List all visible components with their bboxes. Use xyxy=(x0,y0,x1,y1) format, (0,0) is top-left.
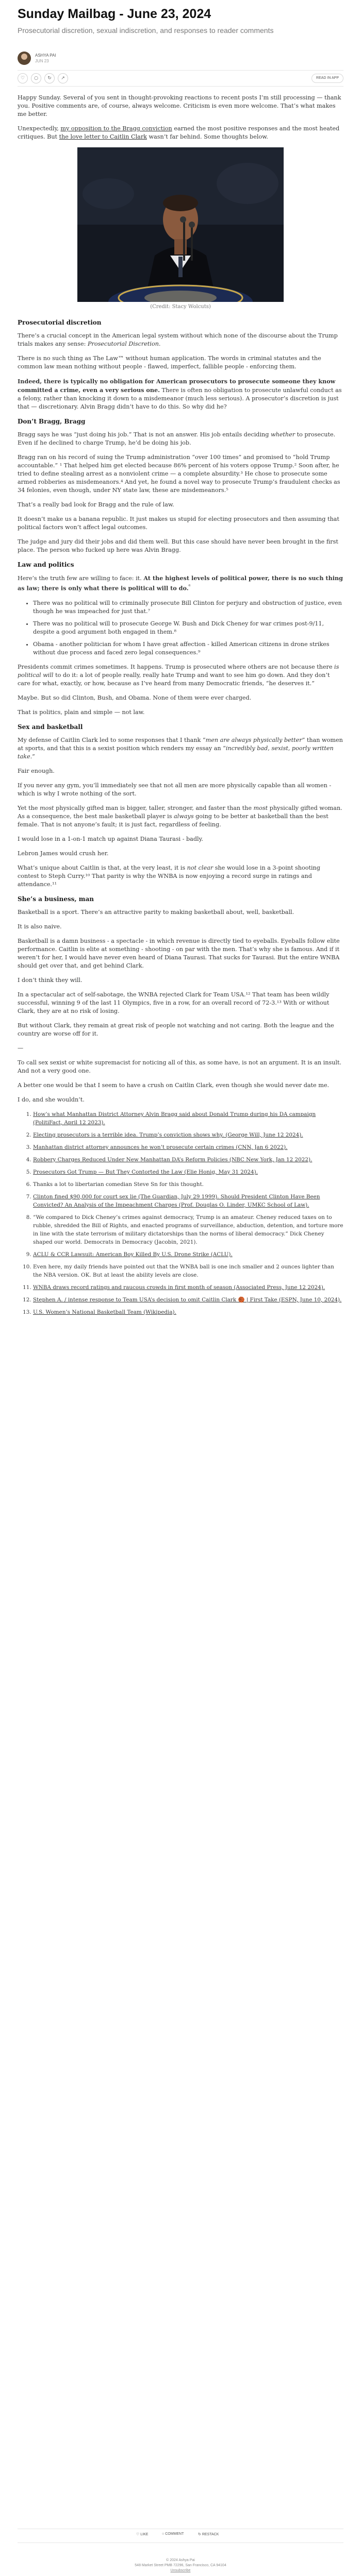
text: What’s unique about Caitlin is that, at the very least, it is xyxy=(18,864,187,871)
emphasis: incredibly bad, sexist, poorly written take xyxy=(18,744,334,760)
byline-meta xyxy=(35,53,56,64)
paragraph xyxy=(18,736,343,761)
footer-comment-button[interactable] xyxy=(162,2532,184,2536)
emphasis: most xyxy=(253,804,268,811)
paragraph: Basketball is a sport. There’s an attractive parity to making basketball about, well, basketball. xyxy=(18,908,294,916)
footnote-link[interactable]: Clinton fined $90,000 for court sex lie (The Guardian, July 29 1999). Should President Clinton Have Been Convicted? An Analysis of the Impeachment Charges (Prof. Douglas O. Linder, UMKC School of Law). xyxy=(33,1193,320,1208)
unsubscribe-link[interactable]: Unsubscribe xyxy=(170,2569,191,2572)
restack-icon: ↻ xyxy=(198,2533,201,2536)
text: going to be better at basketball than the best female. That is not anyone’s fault; it is just fact, regardless of feeling. xyxy=(18,812,329,828)
text: . xyxy=(158,341,161,347)
text: My defense of Caitlin Clark led to some responses that I thank “ xyxy=(18,736,206,743)
bullet-list xyxy=(18,599,343,657)
footnote xyxy=(33,1250,343,1259)
divider-dash: — xyxy=(18,1044,24,1052)
emphasis: whether xyxy=(270,431,296,438)
section-heading: Don’t Bragg, Bragg xyxy=(18,418,86,425)
paragraph: That is politics, plain and simple — not law. xyxy=(18,708,145,716)
paragraph: Basketball is a damn business - a spectacle - in which revenue is directly tied to eyeballs. Eyeballs follow elite performance. Caitlin is elite at something - shooting - on par with the men. That’s why she is famous. And if it weren’t for her, I would have never even heard of Diana Taurasi. That sucks for Taurasi. But the entire WNBA should get over that, and get behind Clark. xyxy=(18,937,340,969)
legal-footer xyxy=(18,2558,343,2573)
footer-restack-button[interactable] xyxy=(198,2532,219,2536)
footnote xyxy=(33,1131,343,1139)
footnote xyxy=(33,1193,343,1209)
text: There’s a crucial concept in the American legal system without which none of the discourse about the Trump trials makes any sense: xyxy=(18,332,338,347)
footnote xyxy=(33,1156,343,1164)
footnote: 8. “We compared to Dick Cheney’s crimes against democracy, Trump is an amateur. Cheney reduced taxes on to rubble, shredded the Bill of Rights, and enacted programs of surveillance, abduction, detention, and torture more in line with the state terrorism of military dictatorships than the norms of liberal democracy.” Dick Cheney shaped our world. Democrats in Democracy (Jacobin, 2021). xyxy=(33,1213,343,1246)
comment-label: COMMENT xyxy=(165,2532,184,2536)
text: Bragg says he was “just doing his job.” That is not an answer. His job entails deciding xyxy=(18,431,271,438)
list-item: • There was no political will to criminally prosecute Bill Clinton for perjury and obstruction of justice, even though he was impeached for just that.⁷ xyxy=(33,599,343,616)
footnote-link[interactable]: ACLU & CCR Lawsuit: American Boy Killed By U.S. Drone Strike (ACLU). xyxy=(33,1251,233,1258)
paragraph: Bragg ran on his record of suing the Trump administration “over 100 times” and promised to “hold Trump accountable.” ¹ That helped him get elected because 86% percent of his voters oppose Trump.² Soon after, he tried to define stealing arrest as a nonviolent crime — a complete absurdity.³ He chose to prosecute some armed robberies as misdemeanors.⁴ And yet, he found a novel way to prosecute Trump’s fraudulent checks as 34 felonies, even though, under NY state law, these are misdemeanors.⁵ xyxy=(18,454,340,494)
paragraph: To call sex sexist or white supremacist for noticing all of this, as some have, is not an argument. It is an insult. And not a very good one. xyxy=(18,1059,341,1074)
section-heading: She’s a business, man xyxy=(18,895,94,903)
footnote-link[interactable]: How’s what Manhattan District Attorney Alvin Bragg said about Donald Trump during his DA campaign (PolitiFact, April 12 2023). xyxy=(33,1111,316,1126)
section-heading: Law and politics xyxy=(18,561,74,568)
comment-icon[interactable]: ○ xyxy=(31,73,41,83)
section-heading: Sex and basketball xyxy=(18,723,83,731)
footnote xyxy=(33,1296,343,1304)
like-label: LIKE xyxy=(140,2533,149,2536)
paragraph xyxy=(18,574,343,593)
paragraph: There is no such thing as The Law™ without human application. The words in criminal statutes and the common law mean nothing without people - flawed, imperfect, fallible people - enforcing them. xyxy=(18,355,321,370)
text: .” xyxy=(30,753,35,760)
emphasis: men are always physically better xyxy=(205,736,302,743)
section-heading: Prosecutorial discretion xyxy=(18,319,102,326)
post-body xyxy=(18,94,343,1323)
footnote: 6. Thanks a lot to libertarian comedian Steve Sn for this thought. xyxy=(33,1180,343,1189)
bold-text: Indeed, there is typically no obligation for American prosecutors to prosecute someone they know committed a crime, even a very serious one. xyxy=(18,378,336,394)
share-icon[interactable]: ↗ xyxy=(58,73,68,83)
author-name[interactable]: ASHYA PAI xyxy=(35,53,56,58)
footnote-link[interactable]: WNBA draws record ratings and raucous crowds in first month of season (Associated Press, June 12 2024). xyxy=(33,1284,325,1291)
action-bar xyxy=(18,70,343,87)
footnote-ref[interactable]: ⁶ xyxy=(188,584,191,589)
paragraph: A better one would be that I seem to have a crush on Caitlin Clark, even though she would never date me. xyxy=(18,1081,330,1089)
heart-icon: ♡ xyxy=(136,2533,140,2536)
footnote xyxy=(33,1143,343,1151)
post-date: JUN 23 xyxy=(35,59,49,63)
clark-link[interactable]: the love letter to Caitlin Clark xyxy=(59,133,147,140)
restack-label: RESTACK xyxy=(202,2533,219,2536)
bragg-link[interactable]: my opposition to the Bragg conviction xyxy=(60,125,172,132)
footer-like-button[interactable] xyxy=(136,2532,148,2536)
paragraph: I don’t think they will. xyxy=(18,976,83,984)
emphasis: not clear xyxy=(187,864,214,871)
footnote xyxy=(33,1168,343,1176)
paragraph: It is also naive. xyxy=(18,923,62,930)
footnote-link[interactable]: Electing prosecutors is a terrible idea. Trump’s conviction shows why. (George Will, June 12 2024). xyxy=(33,1131,303,1138)
text: ” than women at sports, and that this is a sexist position which renders my essay an “ xyxy=(18,736,343,752)
text: Here’s the truth few are willing to face: it. xyxy=(18,575,144,582)
paragraph xyxy=(18,804,343,829)
paragraph xyxy=(18,377,343,411)
paragraph: But without Clark, they remain at great risk of people not watching and not caring. Both the league and the country are worse off for it. xyxy=(18,1022,334,1037)
text: earned the most positive responses and the most heated critiques. But xyxy=(18,125,340,140)
footnote-link[interactable]: Robbery Charges Reduced Under New Manhattan DA’s Reform Policies (NBC New York, Jan 12 2022). xyxy=(33,1156,313,1163)
paragraph: Maybe. But so did Clinton, Bush, and Obama. None of them were ever charged. xyxy=(18,694,252,701)
paragraph xyxy=(18,125,343,141)
image-caption: (Credit: Stacy Wolcuts) xyxy=(150,304,211,310)
paragraph: That’s a really bad look for Bragg and the rule of law. xyxy=(18,501,174,508)
paragraph: I do, and she wouldn’t. xyxy=(18,1096,85,1103)
emphasis: most xyxy=(39,804,54,811)
bold-text: At the highest levels of political power, there is no such thing as law; there is only what there is political will to do. xyxy=(18,574,343,592)
text: Presidents commit crimes sometimes. It happens. Trump is prosecuted where others are not because there xyxy=(18,663,335,670)
paragraph: The judge and jury did their jobs and did them well. But this case should have never been brought in the first place. The person who fucked up here was Alvin Bragg. xyxy=(18,538,338,553)
footnote-link[interactable]: Manhattan district attorney announces he won’t prosecute certain crimes (CNN, Jan 6 2022). xyxy=(33,1144,288,1150)
footnote xyxy=(33,1283,343,1292)
footnote-link[interactable]: U.S. Women’s National Basketball Team (Wikipedia). xyxy=(33,1309,176,1315)
footnote xyxy=(33,1308,343,1316)
post-subtitle: Prosecutorial discretion, sexual indiscretion, and responses to reader comments xyxy=(18,26,274,35)
heart-icon[interactable]: ♡ xyxy=(18,73,28,83)
paragraph xyxy=(18,864,343,889)
post-title: Sunday Mailbag - June 23, 2024 xyxy=(18,7,211,21)
text: wasn’t far behind. Some thoughts below. xyxy=(146,133,268,140)
emphasis: always xyxy=(174,812,194,820)
paragraph: I would lose in a 1-on-1 match up against Diana Taurasi - badly. xyxy=(18,835,203,842)
text: to do it: a lot of people really, really hate Trump and want to see him go down. And they don’t care for what, exactly, or how, because as I’ve heard from many Democratic friends, “he deserves it.” xyxy=(18,671,330,687)
paragraph: In a spectacular act of self-sabotage, the WNBA rejected Clark for Team USA.¹² That team has been wildly successful, winning 9 of the last 11 Olympics, five in a row, for an overall record of 72-3.¹³ With or without Clark, they are at no risk of losing. xyxy=(18,991,330,1014)
comment-icon: ○ xyxy=(162,2532,165,2536)
text: she would lose in a 3-point shooting contest to Steph Curry.¹⁰ That parity is why the WNBA is now enjoying a record surge in ratings and attendance.¹¹ xyxy=(18,864,320,888)
copyright: © 2024 Ashya Pai xyxy=(166,2558,195,2562)
paragraph: If you never any gym, you’ll immediately see that not all men are more physically capable than all women - which is why I wrote nothing of the sort. xyxy=(18,782,332,797)
footer-action-bar xyxy=(18,2529,343,2543)
list-item: • There was no political will to prosecute George W. Bush and Dick Cheney for war crimes post-9/11, despite a good argument both engaged in them.⁸ xyxy=(33,620,343,636)
footnote xyxy=(33,1110,343,1127)
emphasis: Prosecutorial Discretion xyxy=(87,341,159,347)
text: There is often no obligation to prosecute unlawful conduct as a felony, rather than knocking it down to a misdemeanor (much less serious). A prosecutor’s discretion is just that — discretionary. Alvin Bragg didn’t have to do this. So why did he? xyxy=(18,387,342,410)
text: Yet the xyxy=(18,804,40,811)
footnote-link[interactable]: Prosecutors Got Trump — But They Contorted the Law (Elie Honig, May 31 2024). xyxy=(33,1168,258,1175)
footnotes-list xyxy=(18,1110,343,1316)
restack-icon[interactable]: ↻ xyxy=(44,73,55,83)
paragraph xyxy=(18,332,343,348)
text: to prosecute. Even if he declined to charge Trump, he’d be doing his job. xyxy=(18,431,336,446)
paragraph xyxy=(18,663,343,688)
hero-photo-illustration xyxy=(77,147,284,302)
paragraph: It doesn’t make us a banana republic. It just makes us stupid for electing prosecutors and then assuming that political factors won’t affect legal outcomes. xyxy=(18,516,339,531)
footnote-link[interactable]: Stephen A. / intense response to Team USA’s decision to omit Caitlin Clark 🏀 | First Take (ESPN, June 10, 2024). xyxy=(33,1296,342,1303)
address: 548 Market Street PMB 72296, San Francisco, CA 94104 xyxy=(135,2564,226,2567)
text: physically gifted man is bigger, taller, stronger, and faster than the xyxy=(54,804,254,811)
paragraph xyxy=(18,431,343,447)
footnote: 10. Even here, my daily friends have pointed out that the WNBA ball is one inch smaller and 2 ounces lighter than the NBA version. OK. But at least the ability levels are close. xyxy=(33,1263,343,1279)
text: physically gifted woman. As a consequence, the best male basketball player is xyxy=(18,804,342,820)
paragraph: Lebron James would crush her. xyxy=(18,850,109,857)
list-item: • Obama - another politician for whom I have great affection - killed American citizens in drone strikes without due process and faced zero legal consequences.⁹ xyxy=(33,640,343,657)
paragraph: Happy Sunday. Several of you sent in thought-provoking reactions to recent posts I’m still processing — thank you. Positive comments are, of course, always welcome. Criticism is even more welcome. That’s what makes me better. xyxy=(18,94,341,117)
hero-image[interactable] xyxy=(77,147,284,302)
text: Unexpectedly, xyxy=(18,125,61,132)
read-in-app-button[interactable]: READ IN APP xyxy=(311,74,343,83)
author-avatar[interactable] xyxy=(18,52,31,65)
emphasis: is political will xyxy=(18,663,339,679)
paragraph: Fair enough. xyxy=(18,767,55,774)
byline xyxy=(18,52,56,65)
